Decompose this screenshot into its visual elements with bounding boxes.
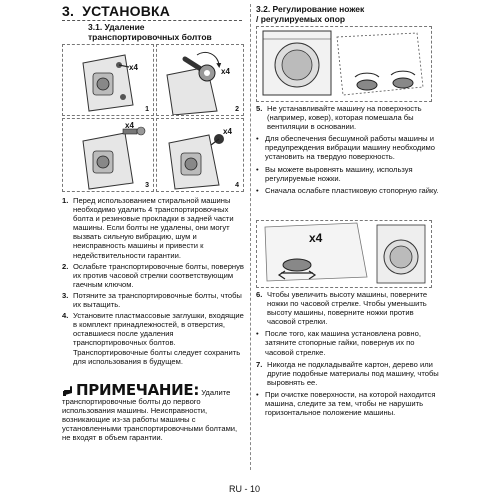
page-number: RU - 10 bbox=[229, 484, 261, 494]
step-5 bbox=[256, 104, 442, 131]
hand-pointer-icon bbox=[62, 383, 76, 397]
step-3 bbox=[62, 291, 244, 309]
figure-4-number: 4 bbox=[235, 182, 239, 189]
bullet-c1: • При очистке поверхности, на которой находится машина, следите за тем, чтобы не нарушить горизонтальное положение машины. bbox=[256, 390, 442, 417]
figure-leveling bbox=[256, 220, 432, 288]
bullet-a3: • Сначала ослабьте пластиковую стопорную гайку. bbox=[256, 186, 442, 195]
fig1-multiplier: x4 bbox=[129, 63, 138, 72]
step-7-text: Никогда не подкладывайте картон, дерево или другие подобные материалы под машину, чтобы выровнять ее. bbox=[267, 359, 439, 387]
left-steps bbox=[62, 196, 244, 366]
right-steps-a bbox=[256, 104, 442, 195]
figure-1 bbox=[62, 44, 154, 116]
step-4 bbox=[62, 311, 244, 366]
step-4-text: Установите пластмассовые заглушки, входящие в комплект принадлежностей, в отверстия, оставшиеся после удаления транспортировочных болтов. Транспортировочные болты следует сохранить для использования в будущем. bbox=[73, 311, 244, 366]
bullet-b1-text: После того, как машина установлена ровно, затяните стопорные гайки, повернув их по часовой стрелке. bbox=[265, 329, 421, 357]
figure-1-number: 1 bbox=[145, 106, 149, 113]
left-subtitle bbox=[88, 22, 212, 42]
header-divider bbox=[62, 20, 242, 21]
step-7-number: 7. bbox=[256, 359, 263, 369]
right-subtitle-line2: / регулируемых опор bbox=[256, 14, 346, 24]
step-6-text: Чтобы увеличить высоту машины, поверните ножки по часовой стрелке. Чтобы уменьшить высоту машины, поверните ножки против часовой стрелки. bbox=[267, 290, 428, 327]
right-steps-b bbox=[256, 290, 442, 417]
bullet-c1-text: При очистке поверхности, на которой находится машина, следите за тем, чтобы не нарушить горизонтальное положение машины. bbox=[265, 389, 436, 418]
wrench-illustration bbox=[157, 45, 243, 115]
step-6 bbox=[256, 290, 442, 326]
leveling-multiplier: x4 bbox=[309, 231, 323, 245]
figure-2-number: 2 bbox=[235, 106, 239, 113]
step-2-number: 2. bbox=[62, 261, 69, 271]
fig4-multiplier: x4 bbox=[223, 127, 232, 136]
figure-3-number: 3 bbox=[145, 182, 149, 189]
step-2 bbox=[62, 262, 244, 289]
bullet-a2-text: Вы можете выровнять машину, используя регулируемые ножки. bbox=[265, 164, 413, 183]
bullet-b1: • После того, как машина установлена ровно, затяните стопорные гайки, повернув их по часовой стрелке. bbox=[256, 329, 442, 356]
step-7 bbox=[256, 360, 442, 387]
fig2-multiplier: x4 bbox=[221, 67, 230, 76]
bolt-removal-illustration bbox=[63, 119, 153, 191]
note-title: ПРИМЕЧАНИЕ: bbox=[76, 381, 200, 399]
step-1 bbox=[62, 196, 244, 260]
note-text: транспортировочные болты до первого использования машины. Неисправности, возникающие из-за работы машины с установленными транспортировочными болтами, не входят в объем гарантии. bbox=[62, 397, 238, 443]
fig3-multiplier: x4 bbox=[125, 121, 134, 130]
column-divider bbox=[250, 4, 251, 470]
figure-3 bbox=[62, 118, 154, 192]
bullet-a2: • Вы можете выровнять машину, используя регулируемые ножки. bbox=[256, 165, 442, 183]
step-3-text: Потяните за транспортировочные болты, чтобы их вытащить. bbox=[73, 290, 242, 310]
washer-back-illustration bbox=[63, 45, 153, 115]
step-4-number: 4. bbox=[62, 311, 69, 321]
step-6-number: 6. bbox=[256, 290, 263, 299]
step-2-text: Ослабьте транспортировочные болты, повернув их против часовой стрелки соответствующим гаечным ключом. bbox=[73, 261, 244, 289]
section-heading bbox=[62, 3, 170, 19]
step-5-number: 5. bbox=[256, 104, 263, 113]
step-1-number: 1. bbox=[62, 196, 69, 205]
section-number: 3. bbox=[62, 3, 75, 19]
right-subtitle-line1: 3.2. Регулирование ножек bbox=[256, 4, 365, 14]
section-title: УСТАНОВКА bbox=[82, 3, 171, 19]
figure-4 bbox=[156, 118, 244, 192]
figure-washer-feet bbox=[256, 26, 432, 102]
step-3-number: 3. bbox=[62, 290, 69, 300]
figure-2 bbox=[156, 44, 244, 116]
bullet-a3-text: Сначала ослабьте пластиковую стопорную гайку. bbox=[265, 185, 439, 195]
leveling-feet-illustration bbox=[257, 221, 431, 287]
left-subtitle-line1: 3.1. Удаление bbox=[88, 22, 145, 32]
note-block bbox=[62, 383, 244, 443]
bullet-a1-text: Для обеспечения бесшумной работы машины и предупреждения вибрации машину необходимо установить на твердую поверхность. bbox=[265, 134, 435, 162]
right-subtitle bbox=[256, 4, 364, 24]
left-subtitle-line2: транспортировочных болтов bbox=[88, 32, 212, 42]
note-line1: Удалите bbox=[201, 388, 231, 397]
washer-feet-illustration bbox=[257, 27, 431, 101]
bullet-a1: • Для обеспечения бесшумной работы машины и предупреждения вибрации машину необходимо установить на твердую поверхность. bbox=[256, 134, 442, 161]
step-1-text: Перед использованием стиральной машины необходимо удалить 4 транспортировочных болта и резиновые прокладки в задней части машины. Если болты не удалены, они могут вызвать сильную вибрацию, шум и неисправность машины и привести к недействительности гарантии. bbox=[73, 196, 234, 260]
step-5-text: Не устанавливайте машину на поверхность (например, ковер), которая помешала бы вентиляции в основании. bbox=[267, 104, 422, 132]
note-first-line bbox=[62, 383, 244, 397]
